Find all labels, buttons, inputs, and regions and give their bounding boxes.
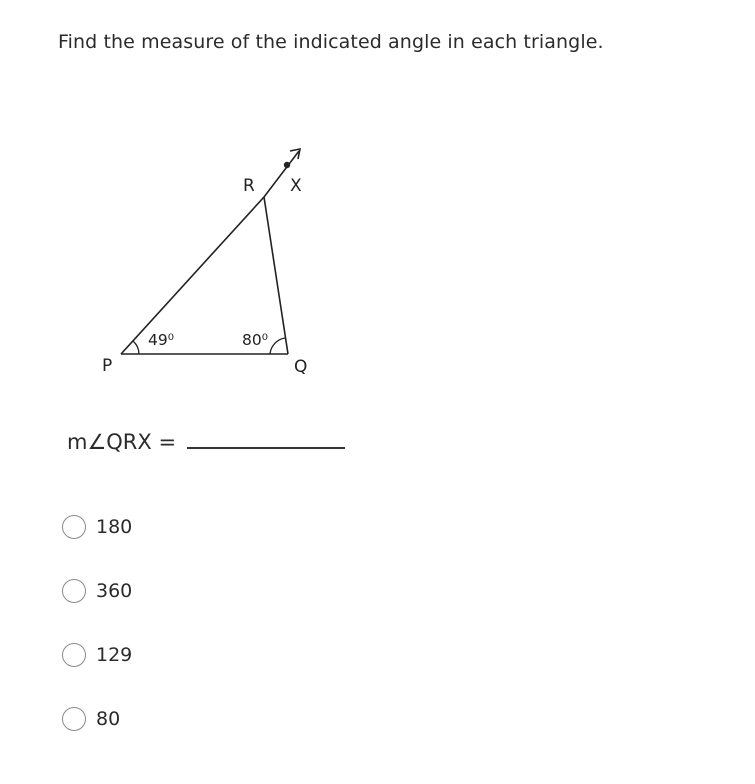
choice-label: 129 [96, 644, 133, 666]
question-text: Find the measure of the indicated angle in each triangle. [58, 31, 604, 53]
radio-button[interactable] [62, 707, 86, 731]
point-x-dot [284, 162, 290, 168]
choice-option[interactable] [62, 703, 132, 735]
angle-label-q: 80⁰ [242, 331, 268, 349]
vertex-label-r: R [243, 176, 255, 196]
vertex-label-p: P [102, 356, 113, 376]
choice-label: 180 [96, 516, 133, 538]
angle-label-p: 49⁰ [148, 331, 174, 349]
choice-option[interactable] [62, 511, 132, 543]
radio-button[interactable] [62, 515, 86, 539]
answer-choices [62, 511, 132, 767]
angle-arc-q [270, 338, 285, 354]
choice-option[interactable] [62, 575, 132, 607]
answer-blank[interactable] [187, 423, 345, 449]
radio-button[interactable] [62, 579, 86, 603]
radio-button[interactable] [62, 643, 86, 667]
vertex-label-x: X [290, 176, 302, 196]
answer-prompt: m∠QRX = [67, 430, 177, 454]
angle-arc-p [133, 341, 139, 354]
choice-option[interactable] [62, 639, 132, 671]
answer-row [67, 423, 345, 454]
choice-label: 80 [96, 708, 121, 730]
vertex-label-q: Q [294, 357, 308, 377]
choice-label: 360 [96, 580, 133, 602]
